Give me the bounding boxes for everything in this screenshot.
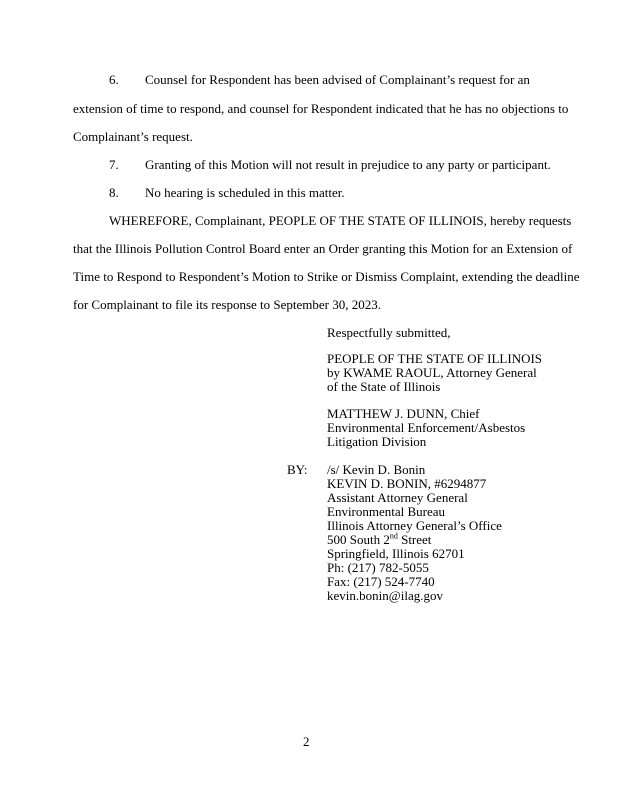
- by-label: BY:: [287, 462, 308, 477]
- electronic-signature: /s/ Kevin D. Bonin: [327, 462, 426, 477]
- chief-line-3: Litigation Division: [327, 434, 427, 449]
- street-prefix: 500 South 2: [327, 532, 390, 547]
- party-line-3: of the State of Illinois: [327, 379, 441, 394]
- email-link[interactable]: kevin.bonin@ilag.gov: [327, 588, 443, 603]
- paragraph-7-number: 7.: [109, 157, 119, 172]
- party-line-1: PEOPLE OF THE STATE OF ILLINOIS: [327, 351, 543, 366]
- street-suffix: Street: [397, 532, 432, 547]
- wherefore-line-1: WHEREFORE, Complainant, PEOPLE OF THE STATE OF ILLINOIS, hereby requests: [109, 213, 572, 228]
- wherefore-line-4: for Complainant to file its response to September 30, 2023.: [73, 297, 381, 312]
- city-state-zip: Springfield, Illinois 62701: [327, 546, 465, 561]
- closing: Respectfully submitted,: [327, 325, 451, 340]
- attorney-name: KEVIN D. BONIN, #6294877: [327, 476, 487, 491]
- fax: Fax: (217) 524-7740: [327, 574, 435, 589]
- paragraph-6-line-3: Complainant’s request.: [73, 129, 193, 144]
- attorney-block: [327, 463, 502, 603]
- office: Illinois Attorney General’s Office: [327, 518, 502, 533]
- phone: Ph: (217) 782-5055: [327, 560, 429, 575]
- paragraph-8-text: No hearing is scheduled in this matter.: [145, 185, 345, 200]
- street-ordinal: nd: [389, 531, 398, 541]
- party-line-2: by KWAME RAOUL, Attorney General: [327, 365, 537, 380]
- chief-line-2: Environmental Enforcement/Asbestos: [327, 420, 526, 435]
- paragraph-6-line-2: extension of time to respond, and counsel for Respondent indicated that he has no objections to: [73, 101, 569, 116]
- page-number: 2: [303, 734, 310, 749]
- chief-line-1: MATTHEW J. DUNN, Chief: [327, 406, 480, 421]
- wherefore-line-3: Time to Respond to Respondent’s Motion to Strike or Dismiss Complaint, extending the deadline: [73, 269, 580, 284]
- paragraph-6-number: 6.: [109, 72, 119, 87]
- bureau: Environmental Bureau: [327, 504, 446, 519]
- wherefore-line-2: that the Illinois Pollution Control Board enter an Order granting this Motion for an Extension of: [73, 241, 573, 256]
- party-block: [327, 352, 542, 394]
- paragraph-7-text: Granting of this Motion will not result in prejudice to any party or participant.: [145, 157, 551, 172]
- paragraph-6-line-1: Counsel for Respondent has been advised of Complainant’s request for an: [145, 72, 530, 87]
- chief-block: [327, 407, 525, 449]
- street-address: [327, 533, 502, 547]
- paragraph-8-number: 8.: [109, 185, 119, 200]
- attorney-title: Assistant Attorney General: [327, 490, 468, 505]
